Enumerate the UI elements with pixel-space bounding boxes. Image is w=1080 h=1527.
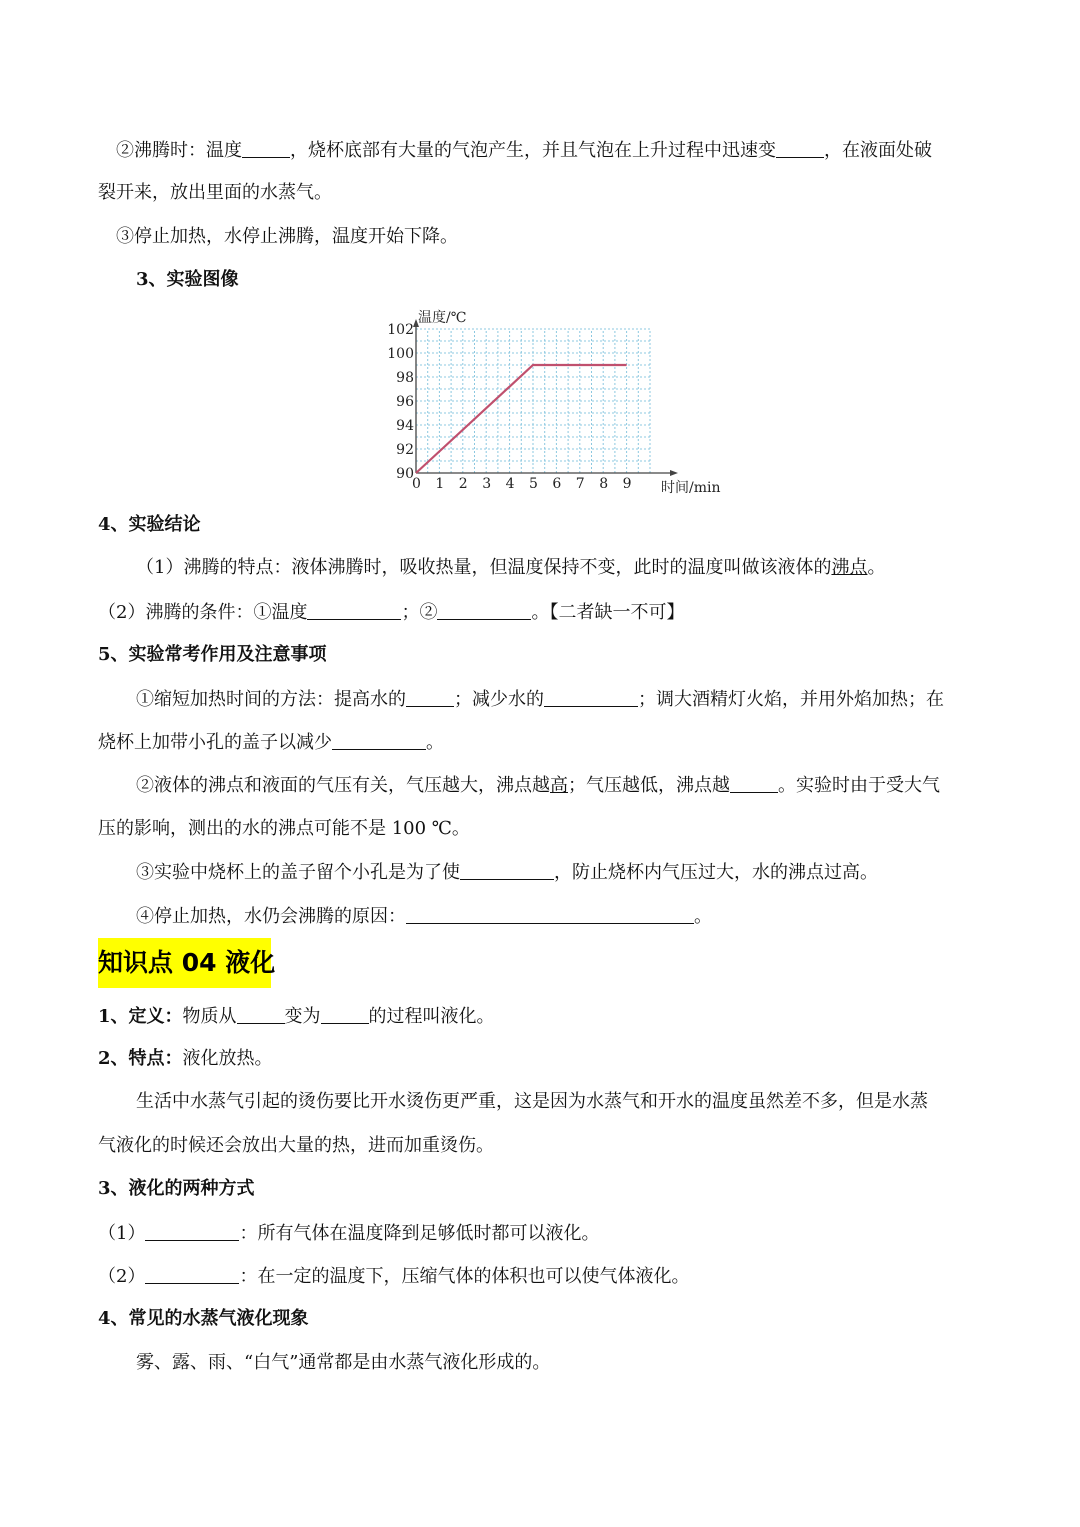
high-term: 高: [550, 775, 568, 796]
y-tick-label: 92: [396, 442, 414, 458]
notes-line4: 压的影响，测出的水的沸点可能不是 100 ℃。: [98, 818, 470, 839]
text: ：所有气体在温度降到足够低时都可以液化。: [239, 1223, 600, 1244]
text: ，在液面处破: [824, 140, 932, 161]
y-tick-label: 102: [387, 322, 414, 338]
boiling-point-term: 沸点: [831, 557, 868, 578]
x-tick-label: 6: [552, 476, 562, 492]
fill-blank[interactable]: [730, 774, 778, 793]
way1-line: [98, 1222, 599, 1245]
text: 的过程叫液化。: [368, 1006, 495, 1027]
text: ，防止烧杯内气压过大，水的沸点过高。: [554, 862, 878, 883]
boiling-paragraph-line1: [116, 139, 932, 162]
way2-line: [98, 1265, 689, 1288]
fill-blank[interactable]: [145, 1222, 239, 1241]
fill-blank[interactable]: [544, 688, 638, 707]
text: 。: [426, 732, 444, 753]
text: ；②: [401, 602, 438, 623]
text: 。: [694, 906, 712, 927]
text: ，烧杯底部有大量的气泡产生，并且气泡在上升过程中迅速变: [290, 140, 776, 161]
text: （2）: [98, 1266, 146, 1287]
common-text: 雾、露、雨、“白气”通常都是由水蒸气液化形成的。: [136, 1352, 551, 1373]
notes-line1: [136, 688, 944, 711]
stop-heating-line: ③停止加热，水停止沸腾，温度开始下降。: [116, 226, 458, 247]
fill-blank[interactable]: [145, 1265, 239, 1284]
fill-blank[interactable]: [237, 1005, 285, 1024]
y-tick-label: 96: [396, 394, 414, 410]
x-tick-label: 2: [458, 476, 468, 492]
text: ：在一定的温度下，压缩气体的体积也可以使气体液化。: [239, 1266, 690, 1287]
knowledge-point-title: 知识点 04 液化: [98, 938, 271, 988]
definition-line: [98, 1005, 495, 1028]
y-tick-label: 98: [396, 370, 414, 386]
feature-label: 2、特点：: [98, 1048, 183, 1069]
text: ①缩短加热时间的方法：提高水的: [136, 689, 406, 710]
x-tick-label: 3: [482, 476, 492, 492]
fill-blank[interactable]: [321, 1005, 369, 1024]
y-tick-label: 90: [396, 466, 414, 482]
fill-blank[interactable]: [242, 139, 290, 158]
text: 物质从: [182, 1006, 237, 1027]
scald-paragraph-line1: 生活中水蒸气引起的烫伤要比开水烫伤更严重，这是因为水蒸气和开水的温度虽然差不多，但是水蒸: [136, 1091, 928, 1112]
definition-label: 1、定义：: [98, 1006, 183, 1027]
y-axis-label: 温度/℃: [418, 310, 467, 326]
temperature-time-chart: [378, 303, 728, 508]
fill-blank[interactable]: [406, 688, 454, 707]
x-tick-label: 9: [622, 476, 632, 492]
fill-blank[interactable]: [406, 905, 694, 924]
notes-line5: [136, 861, 878, 884]
x-tick-label: 1: [435, 476, 445, 492]
fill-blank[interactable]: [437, 601, 531, 620]
notes-heading: 5、实验常考作用及注意事项: [98, 644, 327, 665]
text: 。【二者缺一不可】: [531, 602, 685, 623]
text: （1）沸腾的特点：液体沸腾时，吸收热量，但温度保持不变，此时的温度叫做该液体的: [136, 557, 832, 578]
text: ；调大酒精灯火焰，并用外焰加热；在: [638, 689, 944, 710]
notes-line6: [136, 905, 712, 928]
x-axis-label: 时间/min: [661, 480, 721, 496]
text: ②液体的沸点和液面的气压有关，气压越大，沸点越: [136, 775, 550, 796]
x-tick-label: 8: [599, 476, 609, 492]
text: 。: [867, 557, 886, 578]
x-tick-label: 0: [412, 476, 421, 492]
ways-heading: 3、液化的两种方式: [98, 1178, 255, 1199]
notes-line3: [136, 774, 940, 797]
conclusion-heading: 4、实验结论: [98, 514, 201, 535]
text: ②沸腾时：温度: [116, 140, 242, 161]
x-axis-arrow: [670, 470, 678, 476]
conclusion-line1: [136, 557, 885, 579]
text: ③实验中烧杯上的盖子留个小孔是为了使: [136, 862, 460, 883]
text: ；减少水的: [454, 689, 544, 710]
y-tick-label: 100: [387, 346, 414, 362]
graph-heading: 3、实验图像: [136, 269, 239, 290]
notes-line2: [98, 731, 444, 754]
text: 烧杯上加带小孔的盖子以减少: [98, 732, 332, 753]
text: ；气压越低，沸点越: [568, 775, 730, 796]
text: 。实验时由于受大气: [778, 775, 940, 796]
x-tick-label: 5: [529, 476, 538, 492]
feature-line: [98, 1048, 273, 1070]
conclusion-line2: [98, 601, 684, 624]
x-tick-label: 4: [505, 476, 515, 492]
text: （2）沸腾的条件：①温度: [98, 602, 308, 623]
x-tick-label: 7: [575, 476, 585, 492]
fill-blank[interactable]: [460, 861, 554, 880]
text: ④停止加热，水仍会沸腾的原因：: [136, 906, 406, 927]
boiling-paragraph-line2: 裂开来，放出里面的水蒸气。: [98, 182, 332, 203]
scald-paragraph-line2: 气液化的时候还会放出大量的热，进而加重烫伤。: [98, 1135, 494, 1156]
fill-blank[interactable]: [307, 601, 401, 620]
text: 变为: [284, 1006, 321, 1027]
text: （1）: [98, 1223, 146, 1244]
common-heading: 4、常见的水蒸气液化现象: [98, 1308, 309, 1329]
y-tick-label: 94: [396, 418, 414, 434]
chart-grid: [416, 329, 650, 473]
fill-blank[interactable]: [776, 139, 824, 158]
text: 液化放热。: [182, 1048, 273, 1069]
fill-blank[interactable]: [332, 731, 426, 750]
